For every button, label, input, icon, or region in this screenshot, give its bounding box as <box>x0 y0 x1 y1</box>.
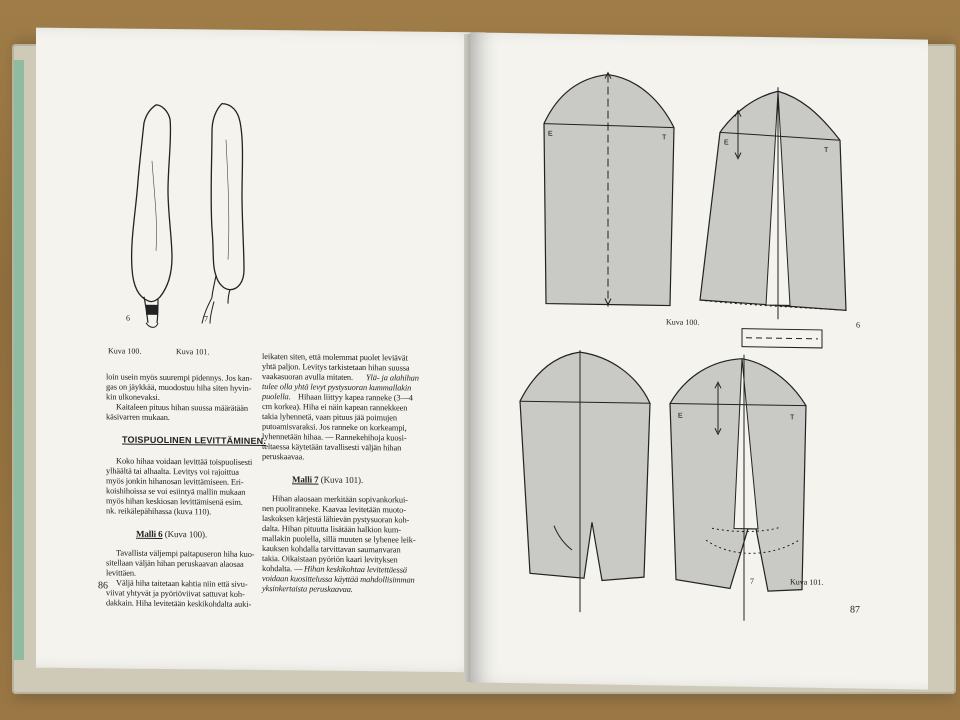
c2-p2-l3: laskoksen kärjestä lähievän pystysuoran koh- <box>262 514 410 525</box>
c2-p1-rest-l3: takia lyhennetä, vaan pituus jää poimujen <box>262 412 397 423</box>
c2-p1-rest-l6: teltaessa käytetään tavallisesti väljän hihan <box>262 442 402 453</box>
c2-p1-l3: vaakasuoran avulla mitaten. <box>262 372 354 382</box>
c2-p2-l8: kohdalta. — <box>262 564 303 574</box>
c2-p2-l7: takia. Oikaistaan pyöriön kaari levityksen <box>262 554 398 565</box>
pattern-fig100-spread-sleeve <box>694 82 874 325</box>
cuff-strip <box>740 327 824 352</box>
pattern-fig100-basic-sleeve <box>536 67 686 309</box>
pattern-fig101-basic-sleeve <box>514 345 664 617</box>
mark-t-a: T <box>662 134 667 142</box>
c2-p1-rest-l7: peruskaavaa. <box>262 452 305 462</box>
c1-p3-l2: ylhäältä tai alhaalta. Levitys voi rajoittua <box>106 466 239 477</box>
c2-p1-rest-l2: cm korkea). Hiha ei näin kapean rannekkeen <box>262 402 408 413</box>
section-heading-toispuolinen: TOISPUOLINEN LEVITTÄMINEN. <box>122 434 267 447</box>
caption-kuva-101-left: Kuva 101. <box>176 347 210 357</box>
c2-p2-l5: mallakin puolella, sillä muuten se lyhenee leik- <box>262 534 416 545</box>
caption-kuva-100-left: Kuva 100. <box>108 346 142 356</box>
c1-p2-l2: käsivarren mukaan. <box>106 412 170 423</box>
malli-7-label: Malli 7 <box>292 474 319 485</box>
c2-p1-italic-l1: Ylä- ja alahihan <box>366 373 419 383</box>
c1-p4-l1: Tavallista väljempi paitapuseron hiha kuo- <box>116 548 255 559</box>
page-number-left: 86 <box>98 580 108 592</box>
fig-number-6-right: 6 <box>856 320 860 330</box>
c2-p1-l1: leikaten siten, että molemmat puolet leviävät <box>262 352 408 363</box>
mark-e-a: E <box>548 130 553 138</box>
fig-number-7-right: 7 <box>750 576 754 586</box>
c1-p3-l6: nk. reikälepähihassa (kuva 110). <box>106 506 212 517</box>
c1-p5-l2: viivat yhtyvät ja pyöriöviivat sattuvat koh- <box>106 588 245 599</box>
c1-p1-l1: loin usein myös suurempi pidennys. Jos kan- <box>106 372 253 383</box>
c1-p5-l1: Väljä hiha taitetaan kahtia niin että sivu- <box>116 578 248 589</box>
c2-p1-italic-l2: tulee olla yhtä levyt pystysuoran kummallakin <box>262 382 412 393</box>
mark-e-c: E <box>678 412 683 420</box>
c1-p5-l3: dakkain. Hiha levitetään keskikohdalta auki- <box>106 598 252 609</box>
c2-p1-rest-l1: Hihaan liittyy kapea ranneke (3—4 <box>298 392 413 403</box>
c2-p2-l2: nen puoliranneke. Kaavaa levitetään muoto- <box>262 504 406 515</box>
c1-p2-l1: Kaitaleen pituus hihan suussa määrätään <box>116 402 248 413</box>
c2-p2-l6: kauksen kohdalla tarvittavan saumanvaran <box>262 544 401 555</box>
right-page <box>470 32 928 689</box>
c1-p3-l1: Koko hihaa voidaan levittää toispuolisesti <box>116 456 253 467</box>
c1-p3-l5: myös hihan keskiosan levittämisenä esim. <box>106 496 243 507</box>
c2-p2-l4: dalta. Hihan pituutta lisätään halkion kum- <box>262 524 401 535</box>
left-page <box>36 28 486 673</box>
subheading-malli-6 <box>136 529 207 540</box>
malli-6-label: Malli 6 <box>136 528 163 539</box>
cover-spine-edge <box>14 60 24 660</box>
mark-t-b: T <box>824 146 829 155</box>
c2-p2-italic-l3: yksinkertaista peruskaavaa. <box>262 584 353 594</box>
c1-p4-l3: levittäen. <box>106 568 136 578</box>
c2-p2-italic-l2: voidaan kuosittelussa käyttää mahdollisimman <box>262 574 415 585</box>
caption-kuva-101-right: Kuva 101. <box>790 577 824 587</box>
fig-number-7-left: 7 <box>204 314 208 324</box>
caption-kuva-100-right: Kuva 100. <box>666 317 700 328</box>
c1-p3-l3: myös jonkin hihanosan levittämiseen. Eri- <box>106 476 244 487</box>
c2-p1-rest-l5: lyhennetään hihaa. — Rannekehihoja kuosi- <box>262 432 407 443</box>
c1-p1-l3: kin ulkonevaksi. <box>106 392 160 402</box>
sleeve-illustration-fig101 <box>176 99 256 330</box>
malli-6-ref: (Kuva 100). <box>164 528 208 540</box>
mark-e-b: E <box>724 139 729 147</box>
page-number-right: 87 <box>850 604 860 616</box>
c2-p1-italic-l3: puolella. <box>262 392 291 402</box>
fig-number-6-left: 6 <box>126 313 130 323</box>
mark-t-c: T <box>790 414 795 422</box>
c2-p2-l1: Hihan alaosaan merkitään sopivankorkui- <box>272 494 408 505</box>
c1-p1-l2: gas on jäykkää, muodostuu hiha siten hyvin- <box>106 382 252 393</box>
c1-p3-l4: koishihoissa se voi esiintyä mallin mukaan <box>106 486 246 497</box>
c1-p4-l2: sitellaan väljän hihan peruskaavan alaosaa <box>106 558 244 569</box>
malli-7-ref: (Kuva 101). <box>320 474 364 486</box>
c2-p2-italic-l1: Hihan keskikohtaa levitettäessä <box>304 564 407 575</box>
subheading-malli-7 <box>292 474 363 485</box>
c2-p1-l2: yhtä paljon. Levitys tarkistetaan hihan suussa <box>262 362 410 373</box>
c2-p1-rest-l4: putoamisvaraksi. Jos ranneke on korkeampi, <box>262 422 407 433</box>
